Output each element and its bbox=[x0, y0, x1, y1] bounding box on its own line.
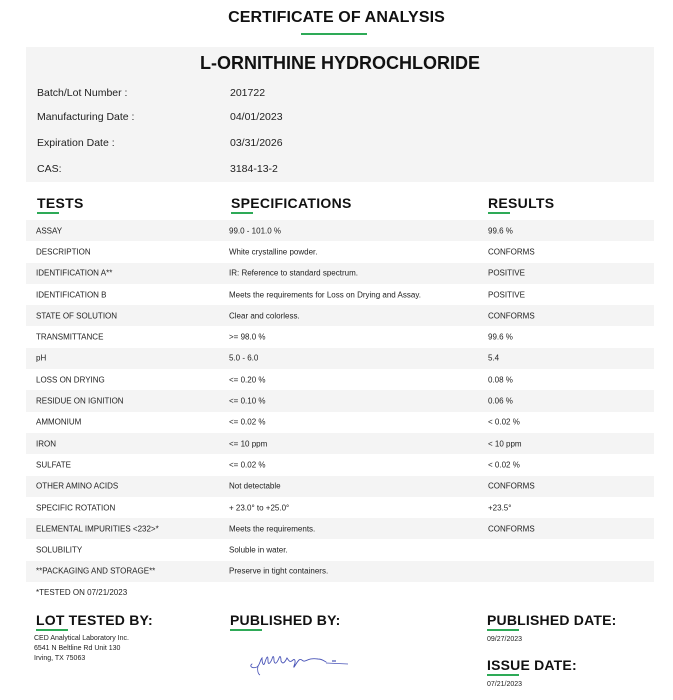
lab-address: 6541 N Beltline Rd Unit 130 bbox=[34, 645, 121, 652]
cell-result: CONFORMS bbox=[488, 524, 535, 534]
cell-result: < 10 ppm bbox=[488, 439, 522, 449]
cell-test: DESCRIPTION bbox=[36, 247, 91, 257]
title-underline bbox=[301, 33, 367, 35]
tested-on-note: *TESTED ON 07/21/2023 bbox=[36, 588, 128, 597]
cell-result: 99.6 % bbox=[488, 226, 513, 236]
cell-spec: <= 0.20 % bbox=[229, 375, 266, 385]
cell-test: IDENTIFICATION B bbox=[36, 290, 107, 300]
lab-name: CED Analytical Laboratory Inc. bbox=[34, 635, 129, 642]
cell-test: SULFATE bbox=[36, 460, 71, 470]
issue-date-value: 07/21/2023 bbox=[487, 681, 523, 688]
header-specifications: SPECIFICATIONS bbox=[231, 195, 352, 211]
lab-city: Irving, TX 75063 bbox=[34, 655, 86, 662]
table-row bbox=[26, 412, 654, 433]
info-label: Expiration Date : bbox=[37, 137, 115, 149]
published-date-heading: PUBLISHED DATE: bbox=[487, 612, 617, 628]
cell-spec: Clear and colorless. bbox=[229, 311, 300, 321]
cell-test: SPECIFIC ROTATION bbox=[36, 503, 116, 512]
info-value: 04/01/2023 bbox=[230, 111, 283, 123]
table-row bbox=[26, 390, 654, 411]
cell-result: POSITIVE bbox=[488, 268, 525, 278]
cell-spec: 99.0 - 101.0 % bbox=[229, 226, 282, 236]
product-name: L-ORNITHINE HYDROCHLORIDE bbox=[200, 53, 480, 73]
cell-test: SOLUBILITY bbox=[36, 545, 83, 555]
header-underline bbox=[231, 212, 253, 214]
cell-test: IDENTIFICATION A** bbox=[36, 268, 113, 278]
cell-spec: + 23.0° to +25.0° bbox=[229, 503, 290, 512]
table-row bbox=[26, 220, 654, 241]
heading-underline bbox=[487, 629, 519, 631]
cell-spec: White crystalline powder. bbox=[229, 247, 318, 257]
cell-result: +23.5° bbox=[488, 503, 512, 512]
cell-spec: Meets the requirements. bbox=[229, 524, 316, 534]
cell-result: 5.4 bbox=[488, 353, 500, 363]
table-row bbox=[26, 497, 654, 518]
cell-result: CONFORMS bbox=[488, 311, 535, 321]
cell-spec: Meets the requirements for Loss on Drying and Assay. bbox=[229, 290, 421, 300]
cell-spec: 5.0 - 6.0 bbox=[229, 353, 259, 363]
product-info-box bbox=[26, 47, 654, 182]
published-date-value: 09/27/2023 bbox=[487, 636, 523, 643]
cell-spec: <= 0.02 % bbox=[229, 417, 266, 427]
cell-test: **PACKAGING AND STORAGE** bbox=[36, 566, 156, 576]
cell-test: AMMONIUM bbox=[36, 417, 82, 427]
cell-spec: IR: Reference to standard spectrum. bbox=[229, 268, 358, 278]
cell-result: CONFORMS bbox=[488, 481, 535, 491]
info-value: 03/31/2026 bbox=[230, 137, 283, 149]
header-underline bbox=[488, 212, 510, 214]
cell-test: TRANSMITTANCE bbox=[36, 332, 104, 342]
document-title: CERTIFICATE OF ANALYSIS bbox=[228, 9, 445, 26]
cell-test: ELEMENTAL IMPURITIES <232>* bbox=[36, 524, 159, 534]
cell-result: POSITIVE bbox=[488, 290, 525, 300]
info-label: Batch/Lot Number : bbox=[37, 87, 128, 99]
cell-test: IRON bbox=[36, 439, 56, 449]
cell-test: RESIDUE ON IGNITION bbox=[36, 396, 124, 406]
header-tests: TESTS bbox=[37, 195, 84, 211]
table-row bbox=[26, 348, 654, 369]
table-row bbox=[26, 433, 654, 454]
cell-spec: <= 0.10 % bbox=[229, 396, 266, 406]
cell-spec: >= 98.0 % bbox=[229, 332, 266, 342]
info-label: CAS: bbox=[37, 163, 62, 175]
heading-underline bbox=[36, 629, 68, 631]
table-row bbox=[26, 539, 654, 560]
issue-date-heading: ISSUE DATE: bbox=[487, 657, 577, 673]
cell-result: 0.06 % bbox=[488, 396, 513, 406]
cell-result: 99.6 % bbox=[488, 332, 513, 342]
cell-test: ASSAY bbox=[36, 226, 63, 236]
info-label: Manufacturing Date : bbox=[37, 111, 135, 123]
table-row bbox=[26, 241, 654, 262]
table-row bbox=[26, 561, 654, 582]
published-by-heading: PUBLISHED BY: bbox=[230, 612, 341, 628]
cell-test: LOSS ON DRYING bbox=[36, 375, 105, 385]
cell-spec: Soluble in water. bbox=[229, 545, 288, 555]
table-row bbox=[26, 369, 654, 390]
table-row bbox=[26, 476, 654, 497]
cell-spec: <= 10 ppm bbox=[229, 439, 268, 449]
table-row bbox=[26, 263, 654, 284]
results-table bbox=[26, 220, 654, 582]
table-row bbox=[26, 454, 654, 475]
signature-icon bbox=[248, 648, 358, 678]
cell-spec: Not detectable bbox=[229, 481, 281, 491]
cell-spec: Preserve in tight containers. bbox=[229, 566, 329, 576]
cell-spec: <= 0.02 % bbox=[229, 460, 266, 470]
cell-test: OTHER AMINO ACIDS bbox=[36, 481, 119, 491]
heading-underline bbox=[487, 674, 519, 676]
header-results: RESULTS bbox=[488, 195, 555, 211]
cell-result: < 0.02 % bbox=[488, 417, 520, 427]
cell-test: pH bbox=[36, 353, 47, 363]
header-underline bbox=[37, 212, 59, 214]
table-row bbox=[26, 326, 654, 347]
cell-result: 0.08 % bbox=[488, 375, 513, 385]
heading-underline bbox=[230, 629, 262, 631]
table-row bbox=[26, 518, 654, 539]
info-value: 201722 bbox=[230, 87, 266, 99]
cell-test: STATE OF SOLUTION bbox=[36, 311, 118, 321]
cell-result: < 0.02 % bbox=[488, 460, 520, 470]
table-row bbox=[26, 305, 654, 326]
table-row bbox=[26, 284, 654, 305]
lot-tested-by-heading: LOT TESTED BY: bbox=[36, 612, 153, 628]
info-value: 3184-13-2 bbox=[230, 163, 278, 175]
cell-result: CONFORMS bbox=[488, 247, 535, 257]
